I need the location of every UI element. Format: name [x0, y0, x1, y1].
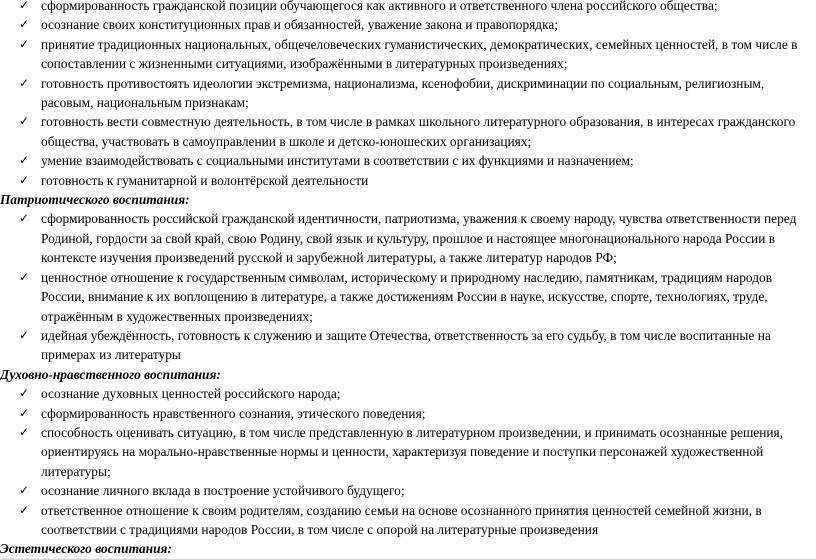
check-icon: ✓: [18, 17, 30, 32]
bullet-list: [0, 209, 816, 364]
list-item: [0, 171, 816, 190]
check-icon: ✓: [18, 211, 30, 226]
check-icon: ✓: [18, 502, 30, 517]
check-icon: ✓: [18, 153, 30, 168]
list-item: [0, 209, 816, 267]
check-icon: ✓: [18, 269, 30, 284]
list-item: [0, 423, 816, 481]
list-item-text: осознание личного вклада в построение устойчивого будущего;: [41, 483, 405, 499]
check-icon: ✓: [18, 36, 30, 51]
list-item: [0, 481, 816, 500]
bullet-list: [0, 0, 816, 190]
list-item-text: осознание духовных ценностей российского народа;: [41, 386, 341, 402]
section-heading: Духовно-нравственного воспитания:: [0, 366, 221, 382]
bullet-list: [0, 384, 816, 539]
list-item-text: сформированность нравственного сознания, этического поведения;: [41, 405, 426, 421]
check-icon: ✓: [18, 483, 30, 498]
list-item: [0, 0, 816, 15]
check-icon: ✓: [18, 0, 30, 12]
check-icon: ✓: [18, 114, 30, 129]
list-item-text: принятие традиционных национальных, общечеловеческих гуманистических, демократических, семейных ценностей, в том числе в сопоставлении с жизненными ситуациями, изображёнными в литературных произведениях;: [41, 36, 798, 72]
list-item: [0, 501, 816, 540]
list-item-text: ценностное отношение к государственным символам, историческому и природному наследию, памятникам, традициям народов России, внимание к их воплощению в литературе, а также достижениям России в науке, искусстве, спорте, технологиях, труде, отражённым в художественных произведениях;: [41, 269, 773, 324]
list-item: [0, 15, 816, 34]
list-item-text: сформированность российской гражданской идентичности, патриотизма, уважения к своему народу, чувства ответственности перед Родиной, гордости за свой край, свою Родину, свой язык и культуру, прошлое и настоящее многонационального народа России в контексте изучения произведений русской и зарубежной литературы, а также литератур народов РФ;: [41, 211, 797, 266]
list-item: [0, 326, 816, 365]
list-item-text: способность оценивать ситуацию, в том числе представленную в литературном произведении, и принимать осознанные решения, ориентируясь на морально-нравственные нормы и ценности, характеризуя поведение и поступки персонажей художественной литературы;: [41, 424, 784, 479]
list-item-text: готовность противостоять идеологии экстремизма, национализма, ксенофобии, дискриминации по социальным, религиозным, расовым, национальным признакам;: [41, 75, 765, 111]
check-icon: ✓: [18, 172, 30, 187]
list-item: [0, 35, 816, 74]
list-item-text: готовность вести совместную деятельность, в том числе в рамках школьного литературного образования, в интересах гражданского общества, участвовать в самоуправлении в школе и детско-юношеских организациях;: [41, 114, 796, 149]
list-item-text: готовность к гуманитарной и волонтёрской деятельности: [41, 172, 369, 188]
list-item: [0, 112, 816, 151]
list-item-text: умение взаимодействовать с социальными институтами в соответствии с их функциями и назначением;: [41, 153, 634, 169]
section-heading: Патриотического воспитания:: [0, 192, 190, 208]
check-icon: ✓: [18, 424, 30, 439]
list-item-text: сформированность гражданской позиции обучающегося как активного и ответственного члена российского общества;: [41, 0, 718, 13]
list-item: [0, 384, 816, 403]
list-item-text: осознание своих конституционных прав и обязанностей, уважение закона и правопорядка;: [41, 17, 559, 33]
check-icon: ✓: [18, 75, 30, 90]
check-icon: ✓: [18, 327, 30, 342]
list-item: [0, 404, 816, 423]
list-item: [0, 74, 816, 113]
list-item-text: ответственное отношение к своим родителям, созданию семьи на основе осознанного принятия ценностей семейной жизни, в соответствии с традициями народов России, в том числе с опорой на литературные произведения: [41, 502, 762, 537]
list-item: [0, 151, 816, 170]
list-item-text: идейная убеждённость, готовность к служению и защите Отечества, ответственность за его судьбу, в том числе воспитанные на примерах из литературы: [41, 327, 771, 363]
check-icon: ✓: [18, 405, 30, 420]
section-heading: Эстетического воспитания:: [0, 541, 172, 557]
list-item: [0, 268, 816, 326]
check-icon: ✓: [18, 386, 30, 401]
